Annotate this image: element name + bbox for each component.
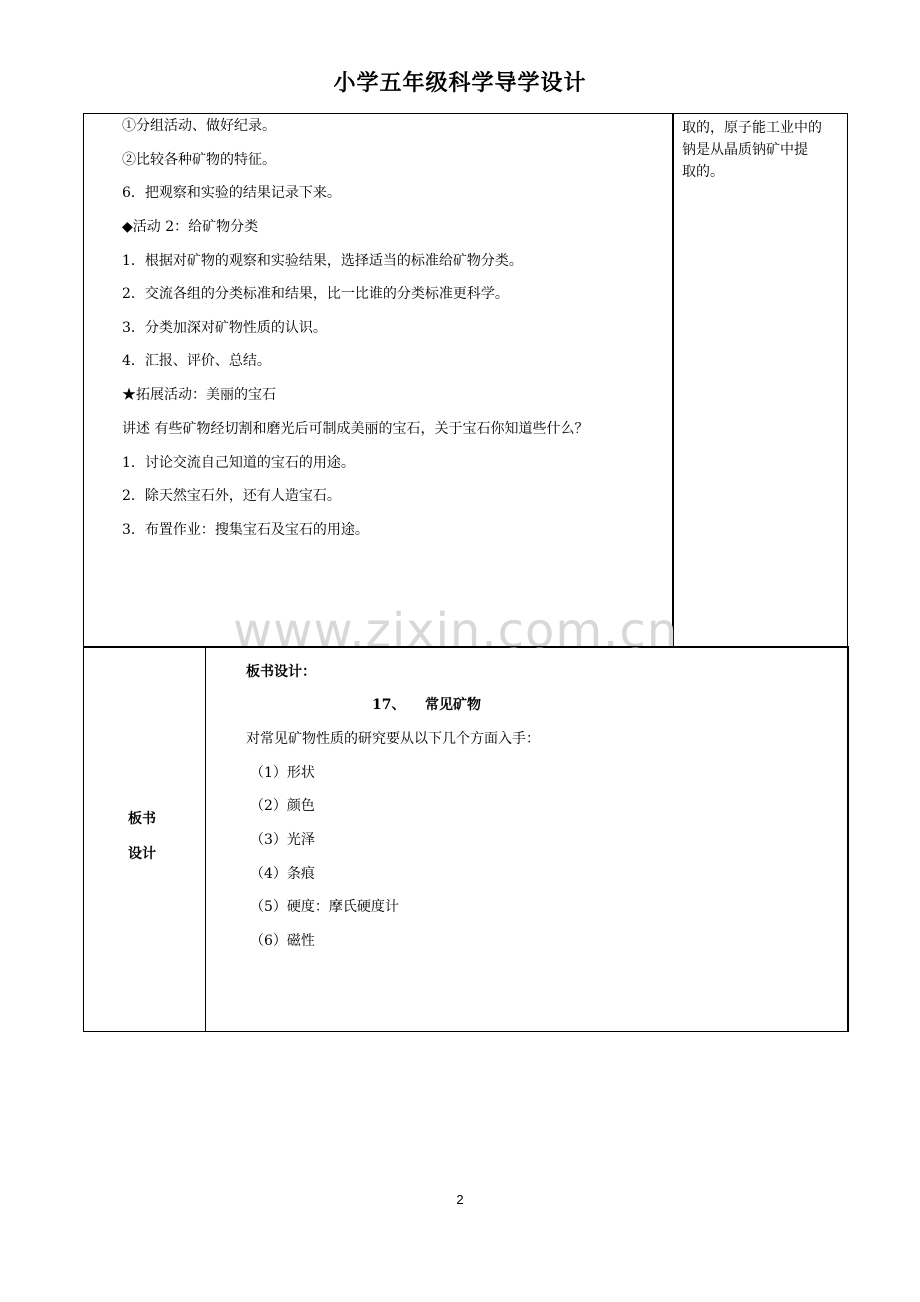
activity-line: 3．布置作业：搜集宝石及宝石的用途。: [122, 522, 369, 538]
board-item: （5）硬度：摩氏硬度计: [250, 899, 399, 915]
activity-line: 2．除天然宝石外，还有人造宝石。: [122, 488, 341, 504]
section-label: 板书: [128, 811, 156, 827]
board-intro: 对常见矿物性质的研究要从以下几个方面入手：: [246, 731, 540, 747]
activity-line: 6．把观察和实验的结果记录下来。: [122, 185, 341, 201]
side-note-line: 钠是从晶质钠矿中提: [682, 142, 808, 158]
activity-line: 1．根据对矿物的观察和实验结果，选择适当的标准给矿物分类。: [122, 253, 523, 269]
board-item: （4）条痕: [250, 866, 315, 882]
page-number: 2: [456, 1192, 464, 1207]
board-item: （6）磁性: [250, 933, 315, 949]
watermark: www.zixin.com.cn: [233, 603, 679, 659]
side-note-line: 取的。: [682, 164, 724, 180]
board-subtitle: 17、 常见矿物: [372, 697, 481, 713]
label-column-divider: [205, 646, 206, 1032]
activity-line: 2．交流各组的分类标准和结果，比一比谁的分类标准更科学。: [122, 286, 509, 302]
activity-line: 讲述 有些矿物经切割和磨光后可制成美丽的宝石，关于宝石你知道些什么？: [122, 421, 589, 437]
side-note: [682, 117, 844, 183]
activity-heading: ◆活动 2：给矿物分类: [122, 219, 259, 235]
activity-line: ②比较各种矿物的特征。: [122, 152, 276, 168]
board-item: （2）颜色: [250, 798, 315, 814]
board-item: （1）形状: [250, 765, 315, 781]
activity-line: 4．汇报、评价、总结。: [122, 353, 271, 369]
board-item: （3）光泽: [250, 832, 315, 848]
page-title: 小学五年级科学导学设计: [333, 71, 587, 96]
section-label: 设计: [128, 846, 156, 862]
activity-line: 3．分类加深对矿物性质的认识。: [122, 320, 327, 336]
activity-line: ①分组活动、做好纪录。: [122, 118, 276, 134]
board-heading: 板书设计：: [246, 664, 316, 680]
column-divider: [672, 113, 674, 648]
side-note-line: 取的，原子能工业中的: [682, 120, 822, 136]
activity-heading: ★拓展活动：美丽的宝石: [122, 387, 276, 403]
activity-line: 1．讨论交流自己知道的宝石的用途。: [122, 455, 355, 471]
